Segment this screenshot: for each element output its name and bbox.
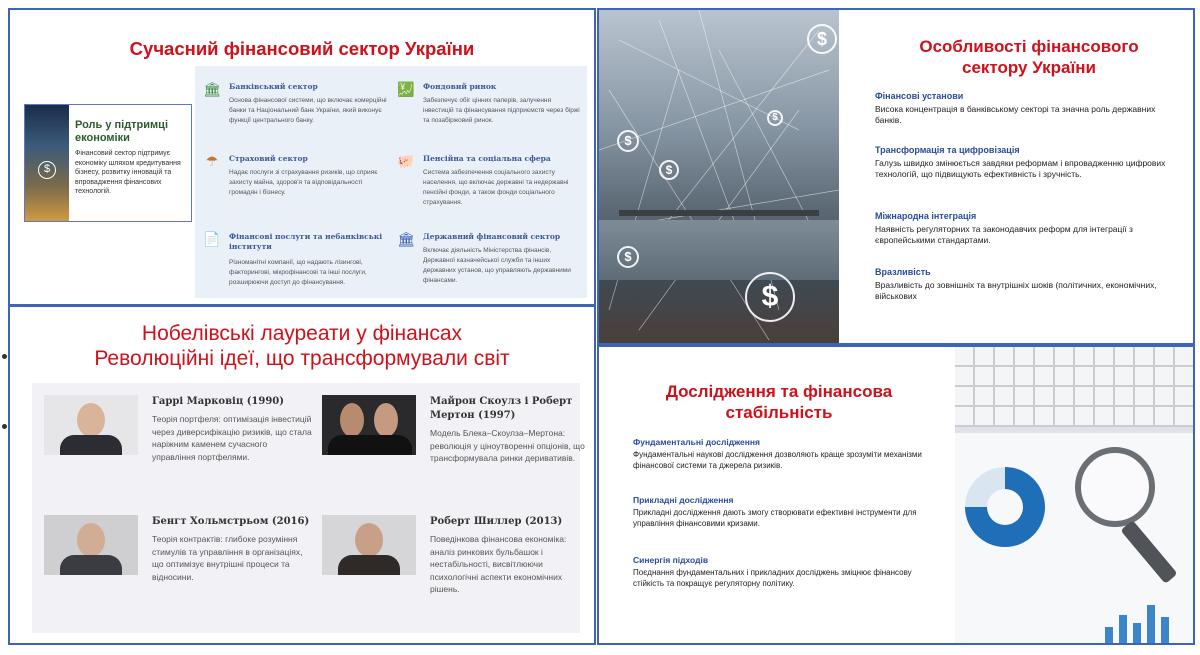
research-text: Фундаментальні наукові дослідження дозволяють краще зрозуміти механізми фінансової системи та джерела ризиків. — [633, 450, 922, 470]
laureate-photo — [322, 515, 416, 575]
slide-research-stability — [597, 345, 1195, 645]
laureate-name: Майрон Скоулз і Роберт Мертон (1997) — [430, 396, 573, 421]
role-text: Фінансовий сектор підтримує економіку шляхом кредитування бізнесу, розвитку інновацій та впровадження фінансових технологій. — [75, 150, 181, 195]
document-icon: 📄 — [203, 231, 221, 247]
laureate-photo — [44, 395, 138, 455]
laureate-text: Поведінкова фінансова економіка: аналіз ринкових бульбашок і нестабільності, висвітлюючи психологічні аспекти економічних рішень. — [430, 534, 567, 594]
bullet-dot — [2, 354, 7, 359]
slide-sector-features — [597, 8, 1195, 345]
slide-financial-sector — [8, 8, 596, 306]
sector-text: Надає послуги зі страхування ризиків, що сприяє захисту майна, здоров'я та відповідальності громадян і бізнесу. — [229, 169, 378, 196]
laureate-photo — [322, 395, 416, 455]
magnifier-icon — [1075, 447, 1155, 527]
feature-item — [875, 90, 1175, 126]
slide-nobel-laureates — [8, 305, 596, 645]
dollar-icon: $ — [767, 110, 783, 126]
network-lines — [599, 10, 839, 345]
sector-title: Банківський сектор — [229, 82, 318, 91]
donut-chart-graphic — [965, 467, 1045, 547]
sector-title: Фінансові послуги та небанківські інститути — [229, 232, 383, 251]
slide-title: Сучасний фінансовий сектор України — [129, 38, 475, 59]
feature-item — [875, 210, 1175, 246]
stock-market-icon: 💹 — [397, 81, 415, 97]
sector-text: Включає діяльність Міністерства фінансів, Державної казначейської служби та інших державних установ, що управляють державними фінансами. — [423, 247, 571, 284]
feature-text: Галузь швидко змінюється завдяки реформам і впровадженню цифрових технологій, що підвищують ефективність і зручність. — [875, 158, 1166, 179]
feature-title: Трансформація та цифровізація — [875, 145, 1020, 155]
slide-title — [10, 321, 594, 371]
role-card — [24, 104, 192, 222]
dollar-icon: $ — [807, 24, 837, 54]
laureate-text: Теорія портфеля: оптимізація інвестицій через диверсифікацію ризиків, що стала наріжним каменем сучасного управління портфелями. — [152, 414, 312, 462]
city-night-image — [25, 105, 69, 221]
dollar-icon: $ — [745, 272, 795, 322]
laureate-photo — [44, 515, 138, 575]
title-line-1: Нобелівські лауреати у фінансах — [141, 322, 463, 345]
research-title: Фундаментальні дослідження — [633, 437, 760, 447]
feature-text: Висока концентрація в банківському секторі та значна роль державних банків. — [875, 104, 1156, 125]
slide-title: Особливості фінансового сектору України — [919, 37, 1139, 77]
bank-icon: 🏛 — [203, 81, 221, 97]
sectors-grid — [195, 66, 587, 298]
laureate-name: Гаррі Марковіц (1990) — [152, 396, 284, 407]
sector-text: Забезпечує обіг цінних паперів, залучення інвестицій та фінансування підприємств через біржі та позабіржовий ринок. — [423, 97, 580, 124]
research-title: Синергія підходів — [633, 555, 709, 565]
bridge — [619, 210, 819, 216]
feature-title: Вразливість — [875, 267, 931, 277]
sector-title: Пенсійна та соціальна сфера — [423, 154, 551, 163]
sector-title: Страховий сектор — [229, 154, 308, 163]
laureate-text: Теорія контрактів: глибоке розуміння стимулів та управління в організаціях, що оптимізує внутрішні процеси та відносини. — [152, 534, 303, 582]
research-title: Прикладні дослідження — [633, 495, 734, 505]
feature-item — [875, 266, 1175, 302]
bar-chart-graphic — [1105, 597, 1185, 645]
dollar-icon: $ — [617, 246, 639, 268]
city-network-image — [599, 10, 839, 345]
title-line-2: Революційні ідеї, що трансформували світ — [94, 347, 510, 370]
research-item — [633, 555, 923, 589]
government-building-icon: 🏛 — [397, 231, 415, 247]
laureates-box — [32, 383, 585, 633]
sector-text: Основа фінансової системи, що включає комерційні банки та Національний банк України, який виконує функції центрального банку. — [229, 97, 387, 124]
analytics-desk-image — [955, 347, 1195, 645]
feature-text: Вразливість до зовнішніх та внутрішніх шоків (політичних, економічних, військових — [875, 280, 1157, 301]
dollar-icon: $ — [659, 160, 679, 180]
research-item — [633, 495, 923, 529]
dollar-icon: $ — [617, 130, 639, 152]
bullet-dot — [2, 424, 7, 429]
feature-text: Наявність регуляторних та законодавчих реформ для інтеграції з європейськими стандартами. — [875, 224, 1133, 245]
feature-title: Міжнародна інтеграція — [875, 211, 977, 221]
dollar-icon: $ — [38, 161, 56, 179]
role-title: Роль у підтримці економіки — [75, 119, 168, 144]
laureate-name: Бенгт Хольмстрьом (2016) — [152, 516, 310, 527]
piggy-bank-icon: 🐖 — [397, 153, 415, 169]
sector-title: Державний фінансовий сектор — [423, 232, 561, 241]
sector-text: Різноманітні компанії, що надають лізингові, факторингові, мікрофінансові та інші послуги, розширюючи доступ до фінансування. — [229, 259, 367, 286]
umbrella-icon: ☂ — [205, 153, 219, 169]
sector-title: Фондовий ринок — [423, 82, 497, 91]
research-item — [633, 437, 923, 471]
feature-item — [875, 144, 1175, 180]
feature-title: Фінансові установи — [875, 91, 964, 101]
laureate-name: Роберт Шиллер (2013) — [430, 516, 563, 527]
laureate-text: Модель Блека–Скоулза–Мертона: революція у ціноутворенні опціонів, що трансформувала ринки деривативів. — [430, 428, 585, 463]
sector-text: Система забезпечення соціального захисту населення, що включає державні та недержавні пенсійні фонди, а також фонди соціального страхування. — [423, 169, 569, 206]
slide-title: Дослідження та фінансова стабільність — [665, 382, 893, 422]
research-text: Прикладні дослідження дають змогу створювати ефективні інструменти для управління фінансовими кризами. — [633, 508, 917, 528]
research-text: Поєднання фундаментальних і прикладних досліджень зміцнює фінансову стійкість та покращує регуляторну політику. — [633, 568, 912, 588]
